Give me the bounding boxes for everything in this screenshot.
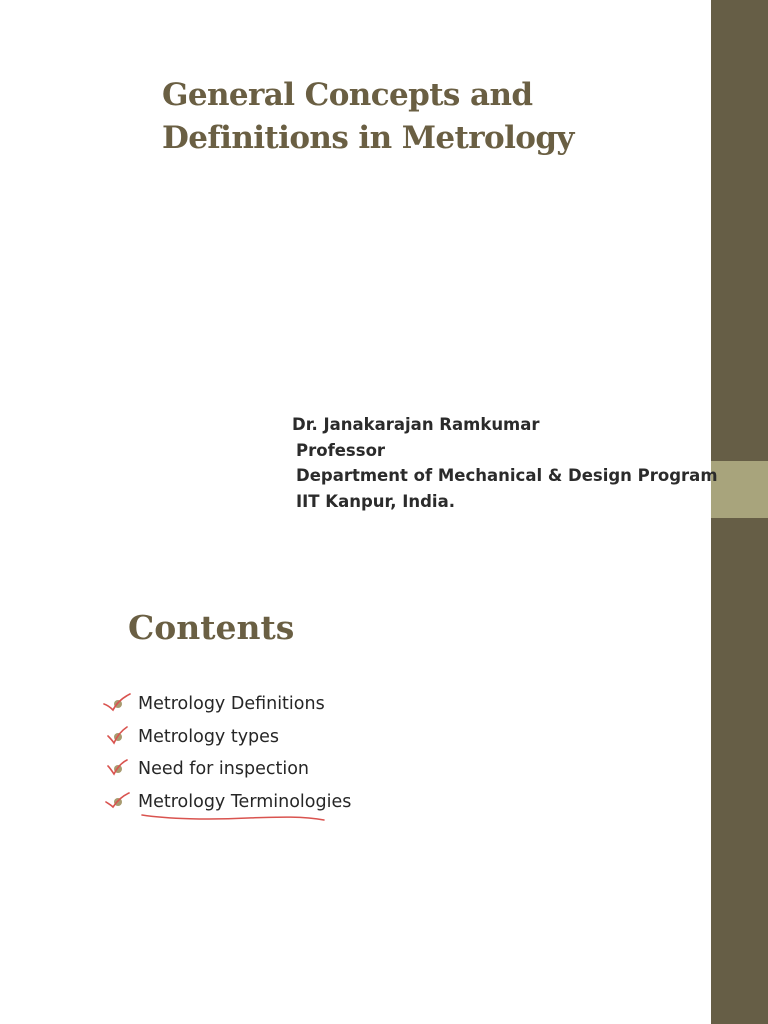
author-block — [292, 412, 718, 514]
author-institute: IIT Kanpur, India. — [296, 491, 455, 511]
bullet-icon — [114, 765, 123, 774]
list-item — [106, 688, 351, 721]
list-item-text: Need for inspection — [138, 759, 310, 779]
author-position: Professor — [296, 440, 386, 460]
bullet-icon — [114, 798, 123, 807]
list-item — [106, 721, 351, 754]
title-line-1: General Concepts and — [162, 77, 533, 113]
author-department: Department of Mechanical & Design Program — [296, 466, 718, 485]
contents-heading: Contents — [128, 608, 295, 647]
side-accent-block — [711, 461, 768, 518]
list-item — [106, 786, 351, 819]
title-line-2: Definitions in Metrology — [162, 120, 574, 156]
slide-title — [162, 74, 692, 160]
contents-list — [106, 688, 351, 818]
bullet-icon — [114, 700, 123, 709]
list-item-text: Metrology Definitions — [138, 694, 325, 714]
author-name: Dr. Janakarajan Ramkumar — [292, 415, 540, 434]
list-item-text: Metrology Terminologies — [138, 791, 352, 812]
list-item-text: Metrology types — [138, 726, 280, 747]
list-item — [106, 753, 351, 786]
bullet-icon — [114, 733, 123, 742]
